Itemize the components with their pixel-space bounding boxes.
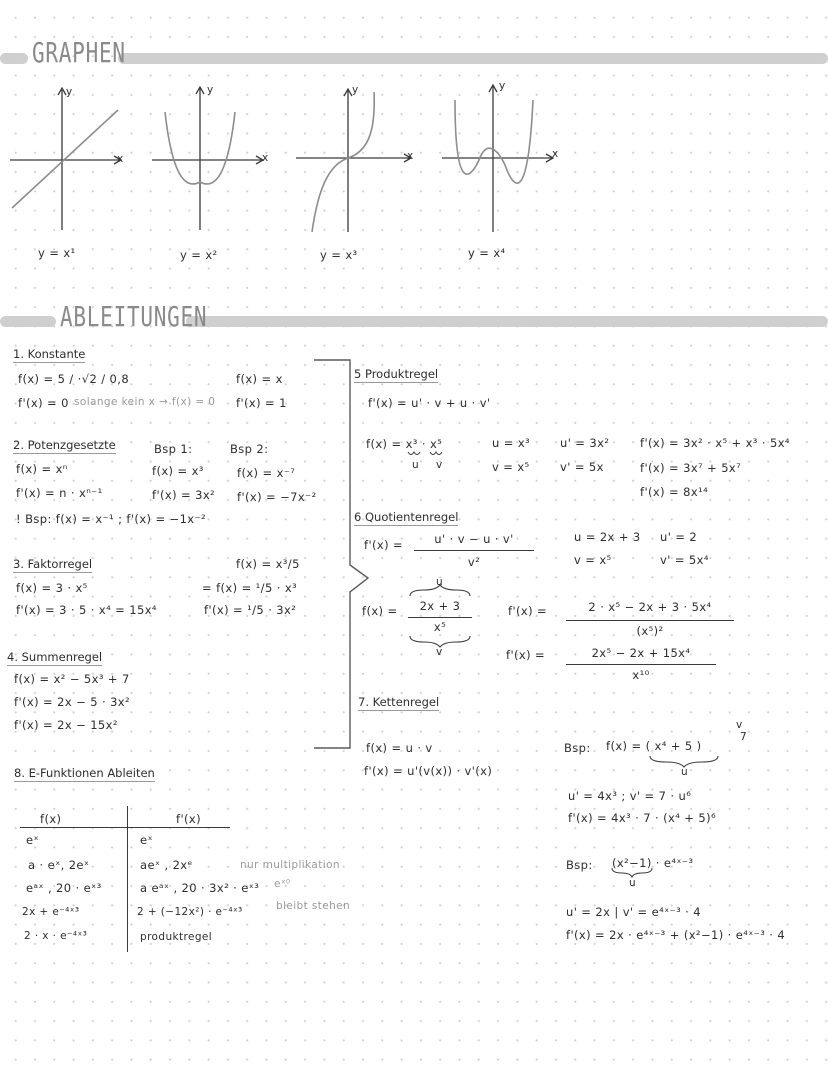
efunktion-row1-f: eˣ [26, 833, 39, 847]
potenz-bsp2-l2: f'(x) = −7x⁻² [237, 490, 317, 504]
graph2-x-label: x [262, 152, 269, 164]
ketten-bsp2-label: Bsp: [566, 858, 593, 872]
efunktion-row4-df: 2 + (−12x²) · e⁻⁴ˣ³ [137, 906, 243, 918]
ketten-bsp-label: Bsp: [564, 741, 591, 755]
potenz-bsp2-label: Bsp 2: [230, 442, 269, 456]
quotient-ex-den: x⁵ [433, 620, 447, 634]
ketten-line2: f'(x) = u'(v(x)) · v'(x) [364, 764, 493, 778]
quotient-lhs: f'(x) = [364, 538, 404, 552]
ketten-d2: f'(x) = 4x³ · 7 · (x⁴ + 5)⁶ [568, 811, 716, 825]
konstante-line1: f(x) = 5 / ·√2 / 0,8 [18, 372, 130, 386]
potenz-bsp1-l1: f(x) = x³ [152, 464, 204, 478]
ketten-bsp2-d1: u' = 2x | v' = e⁴ˣ⁻³ · 4 [566, 905, 701, 919]
faktor-line1: f(x) = 3 · x⁵ [16, 581, 88, 595]
faktor-ex3: f'(x) = ¹/5 · 3x² [204, 603, 297, 617]
konstante-ex2: f'(x) = 1 [236, 396, 287, 410]
ketten-bsp2-u: u [629, 877, 636, 889]
efunktion-row4-f: 2x + e⁻⁴ˣ³ [22, 906, 80, 918]
potenz-special: ! Bsp: f(x) = x⁻¹ ; f'(x) = −1x⁻² [16, 512, 206, 526]
efunktion-row1-df: eˣ [140, 833, 153, 847]
produkt-v-mark: v [436, 459, 443, 471]
ketten-bsp-u: u [681, 766, 688, 778]
konstante-note: solange kein x → f(x) = 0 [74, 396, 216, 408]
efunktion-heading: 8. E-Funktionen Ableiten [14, 766, 155, 780]
efunktion-row2-f: a · eˣ, 2eˣ [28, 858, 90, 872]
ketten-bsp2-d2: f'(x) = 2x · e⁴ˣ⁻³ + (x²−1) · e⁴ˣ⁻³ · 4 [566, 928, 786, 942]
graph4-caption: y = x⁴ [468, 246, 506, 260]
summen-line2: f'(x) = 2x − 5 · 3x² [14, 695, 131, 709]
quotient-r1-num: 2 · x⁵ − 2x + 3 · 5x⁴ [588, 600, 712, 614]
ketten-d1: u' = 4x³ ; v' = 7 · u⁶ [568, 789, 692, 803]
potenz-bsp1-l2: f'(x) = 3x² [152, 488, 216, 502]
quotient-v: v = x⁵ [574, 553, 612, 567]
quotient-r1-lhs: f'(x) = [508, 604, 548, 618]
efunktion-row3-f: eᵃˣ , 20 · eˣ³ [26, 881, 102, 895]
quotient-r2-lhs: f'(x) = [506, 648, 546, 662]
quotient-dv: v' = 5x⁴ [660, 553, 709, 567]
ketten-bsp-expr: f(x) = ( x⁴ + 5 ) [606, 739, 702, 753]
potenz-line1: f(x) = xⁿ [16, 462, 68, 476]
quotient-ex-v: v [436, 646, 443, 658]
faktor-ex1: f(x) = x³/5 [236, 557, 300, 571]
graph4-y-label: y [499, 80, 506, 92]
produkt-example: f(x) = x³ · x⁵ [366, 437, 443, 451]
produkt-v: v = x⁵ [492, 460, 530, 474]
quotient-den: v² [467, 555, 481, 569]
efunktion-row2-df: aeˣ , 2xᵉ [140, 858, 193, 872]
graph1-caption: y = x¹ [38, 246, 76, 260]
produkt-heading: 5 Produktregel [354, 367, 439, 381]
quotient-r1-den: (x⁵)² [636, 624, 664, 638]
graph2-y-label: y [207, 84, 214, 96]
produkt-r2: f'(x) = 3x⁷ + 5x⁷ [640, 461, 742, 475]
efunktion-row3-df: a eᵃˣ , 20 · 3x² · eˣ³ [140, 881, 260, 895]
efunktion-row5-df: produktregel [140, 931, 213, 943]
graph3-caption: y = x³ [320, 248, 358, 262]
ketten-bsp2-expr: (x²−1) · e⁴ˣ⁻³ [612, 856, 694, 870]
efunktion-note1: nur multiplikation [240, 859, 340, 871]
graph3-x-label: x [407, 150, 414, 162]
konstante-ex1: f(x) = x [236, 372, 283, 386]
quotient-heading: 6 Quotientenregel [354, 510, 459, 524]
efunktion-note2: bleibt stehen [276, 900, 351, 912]
graph1-y-label: y [66, 86, 73, 98]
faktor-heading: 3. Faktorregel [13, 557, 93, 571]
efunktion-note1b: eˣ⁰ [274, 878, 291, 890]
produkt-dv: v' = 5x [560, 460, 604, 474]
quotient-ex-lhs: f(x) = [362, 604, 398, 618]
efunktion-table-hline [20, 827, 230, 828]
efunktion-col1-header: f(x) [40, 812, 62, 826]
quotient-r2-den: x¹⁰ [632, 668, 650, 682]
graph3-y-label: y [352, 84, 359, 96]
graph4-x-label: x [552, 148, 559, 160]
produkt-u: u = x³ [492, 436, 531, 450]
quotient-num: u' · v − u · v' [434, 532, 514, 546]
konstante-line2: f'(x) = 0 [18, 396, 69, 410]
graph1-x-label: x [117, 153, 124, 165]
produkt-r3: f'(x) = 8x¹⁴ [640, 485, 709, 499]
ketten-bsp-v: v [736, 719, 743, 731]
potenz-bsp2-l1: f(x) = x⁻⁷ [237, 466, 296, 480]
produkt-u-mark: u [412, 459, 419, 471]
produkt-formula: f'(x) = u' · v + u · v' [368, 396, 491, 410]
efunktion-row5-f: 2 · x · e⁻⁴ˣ³ [24, 930, 88, 942]
quotient-ex-u: u [436, 576, 443, 588]
ableitungen-title: ABLEITUNGEN [60, 300, 208, 333]
ketten-bsp-exp: 7 [740, 731, 747, 743]
quotient-u: u = 2x + 3 [574, 530, 641, 544]
quotient-ex-num: 2x + 3 [419, 599, 461, 613]
summen-heading: 4. Summenregel [7, 650, 103, 664]
efunktion-col2-header: f'(x) [176, 812, 201, 826]
produkt-r1: f'(x) = 3x² · x⁵ + x³ · 5x⁴ [640, 436, 790, 450]
potenz-heading: 2. Potenzgesetzte [13, 438, 116, 452]
graphen-title: GRAPHEN [32, 36, 126, 69]
faktor-ex2: = f(x) = ¹/5 · x³ [202, 581, 298, 595]
konstante-heading: 1. Konstante [13, 347, 86, 361]
summen-line1: f(x) = x² − 5x³ + 7 [14, 672, 130, 686]
potenz-line2: f'(x) = n · xⁿ⁻¹ [16, 486, 103, 500]
quotient-r2-num: 2x⁵ − 2x + 15x⁴ [591, 646, 691, 660]
graph2-caption: y = x² [180, 248, 218, 262]
summen-line3: f'(x) = 2x − 15x² [14, 718, 118, 732]
ketten-line1: f(x) = u · v [366, 741, 433, 755]
ketten-heading: 7. Kettenregel [358, 695, 440, 709]
produkt-du: u' = 3x² [560, 436, 610, 450]
faktor-line2: f'(x) = 3 · 5 · x⁴ = 15x⁴ [16, 603, 157, 617]
potenz-bsp1-label: Bsp 1: [154, 442, 193, 456]
quotient-du: u' = 2 [660, 530, 698, 544]
